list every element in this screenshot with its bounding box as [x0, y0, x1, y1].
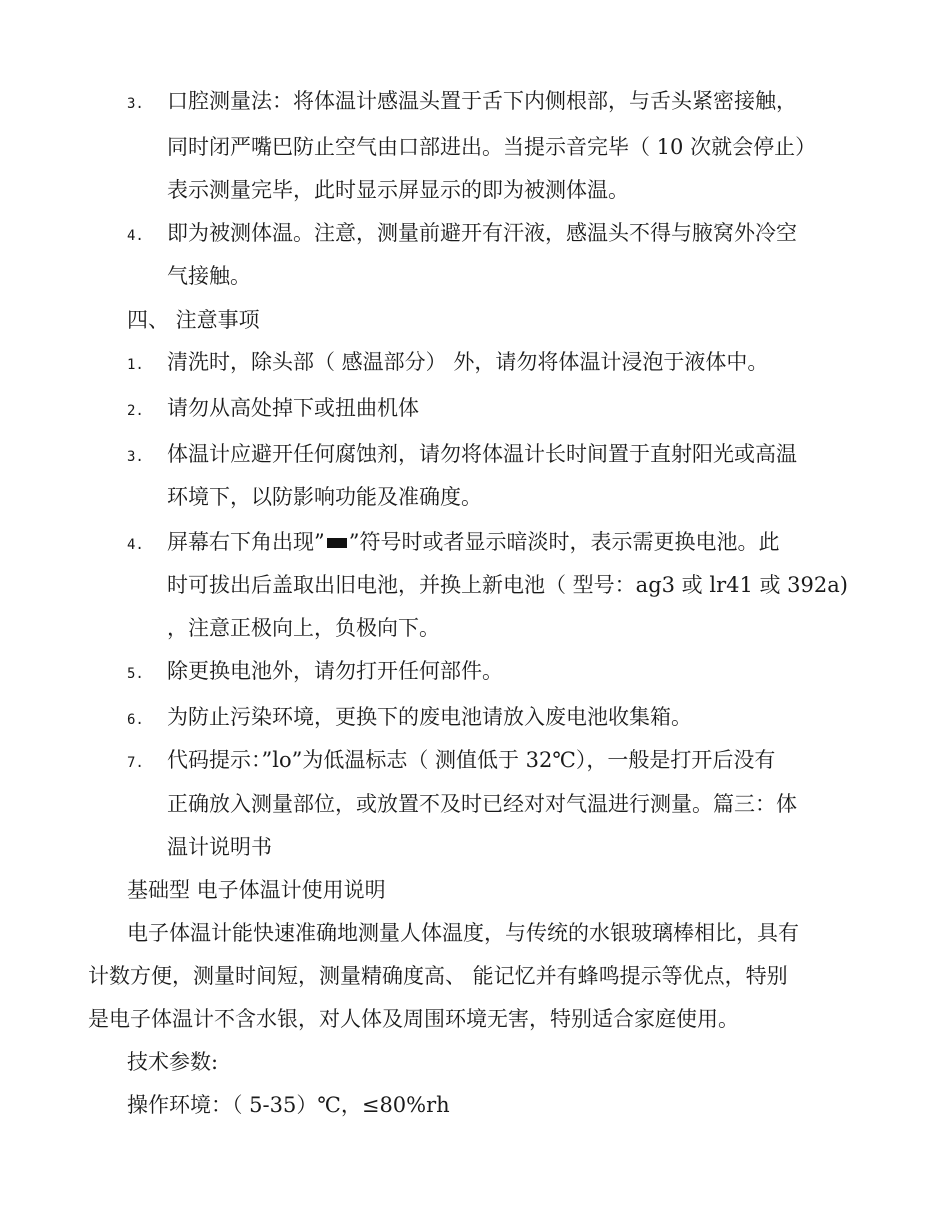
text-segment: 屏幕右下角出现” — [167, 530, 325, 554]
paragraph-line: 除更换电池外，请勿打开任何部件。 — [167, 659, 503, 683]
paragraph-line: 是电子体温计不含水银，对人体及周围环境无害，特别适合家庭使用。 — [88, 1007, 739, 1031]
list-number: 6. — [127, 712, 144, 728]
paragraph-line: 电子体温计能快速准确地测量人体温度，与传统的水银玻璃棒相比，具有 — [127, 921, 799, 945]
text-segment: ”符号时或者显示暗淡时，表示需更换电池。此 — [348, 530, 780, 554]
paragraph-line — [167, 527, 779, 557]
paragraph-line: 即为被测体温。注意，测量前避开有汗液，感温头不得与腋窝外冷空 — [167, 221, 797, 245]
list-number: 4. — [127, 537, 144, 553]
paragraph-line: 温计说明书 — [167, 835, 272, 859]
low-battery-icon — [327, 538, 347, 548]
list-number: 2. — [127, 403, 144, 419]
paragraph-line: 代码提示：”lo”为低温标志（ 测值低于 32℃），一般是打开后没有 — [167, 748, 776, 772]
document-subtitle: 基础型 电子体温计使用说明 — [127, 878, 386, 902]
paragraph-line: 请勿从高处掉下或扭曲机体 — [167, 396, 419, 420]
paragraph-line: 正确放入测量部位，或放置不及时已经对对气温进行测量。篇三：体 — [167, 792, 797, 816]
paragraph-line: 时可拔出后盖取出旧电池，并换上新电池（ 型号：ag3 或 lr41 或 392a) — [167, 573, 848, 597]
operating-environment: 操作环境：（ 5-35）℃，≤80%rh — [127, 1093, 450, 1117]
paragraph-line: ，注意正极向上，负极向下。 — [167, 616, 440, 640]
section-heading: 四、 注意事项 — [127, 308, 260, 332]
paragraph-line: 为防止污染环境，更换下的废电池请放入废电池收集箱。 — [167, 705, 692, 729]
paragraph-line: 环境下，以防影响功能及准确度。 — [167, 485, 482, 509]
paragraph-line: 气接触。 — [167, 264, 251, 288]
list-number: 3. — [127, 96, 144, 112]
tech-heading: 技术参数: — [127, 1050, 219, 1074]
paragraph-line: 表示测量完毕，此时显示屏显示的即为被测体温。 — [167, 178, 629, 202]
paragraph-line: 体温计应避开任何腐蚀剂，请勿将体温计长时间置于直射阳光或高温 — [167, 442, 797, 466]
list-number: 3. — [127, 449, 144, 465]
list-number: 7. — [127, 755, 144, 771]
paragraph-line: 计数方便，测量时间短，测量精确度高、 能记忆并有蜂鸣提示等优点，特别 — [88, 964, 788, 988]
paragraph-line: 同时闭严嘴巴防止空气由口部进出。当提示音完毕（ 10 次就会停止） — [167, 135, 817, 159]
paragraph-line: 清洗时，除头部（ 感温部分） 外，请勿将体温计浸泡于液体中。 — [167, 350, 769, 374]
paragraph-line: 口腔测量法：将体温计感温头置于舌下内侧根部，与舌头紧密接触， — [167, 89, 797, 113]
list-number: 1. — [127, 357, 144, 373]
list-number: 4. — [127, 228, 144, 244]
list-number: 5. — [127, 666, 144, 682]
